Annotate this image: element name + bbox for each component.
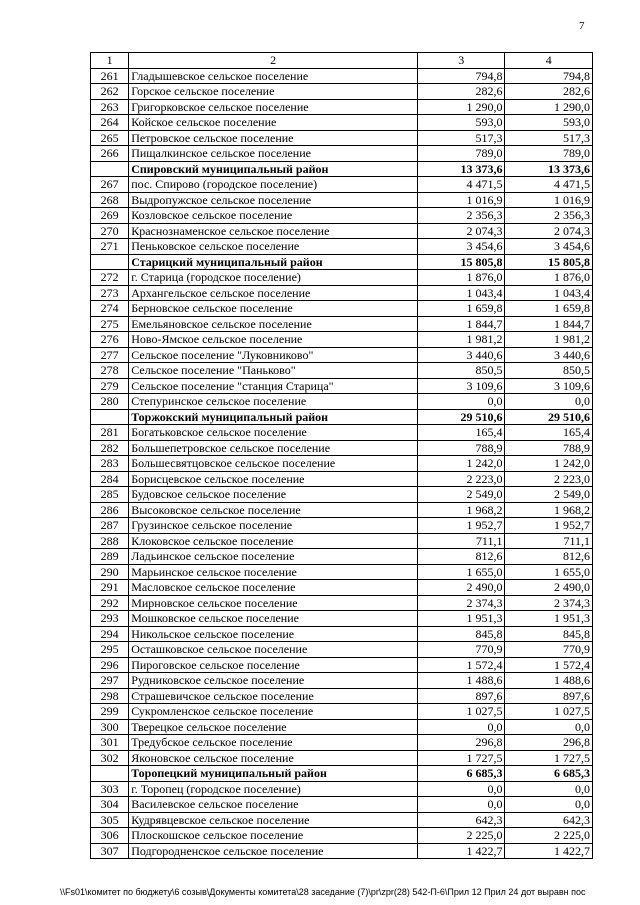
table-row (91, 828, 593, 844)
column-4-value-cell: 0,0 (505, 797, 593, 813)
column-4-value-cell: 296,8 (505, 735, 593, 751)
column-4-value-cell: 1 655,0 (505, 564, 593, 580)
column-4-value-cell: 812,6 (505, 549, 593, 565)
row-number-cell: 290 (91, 564, 129, 580)
column-4-value-cell: 15 805,8 (505, 254, 593, 270)
column-3-value-cell: 794,8 (417, 68, 505, 84)
table-row (91, 208, 593, 224)
settlement-name-cell: Большесвятцовское сельское поселение (129, 456, 418, 472)
settlement-name-cell: Ладьинское сельское поселение (129, 549, 418, 565)
table-row (91, 192, 593, 208)
column-3-value-cell: 0,0 (417, 797, 505, 813)
column-3-value-cell: 812,6 (417, 549, 505, 565)
column-4-value-cell: 1 951,3 (505, 611, 593, 627)
settlement-name-cell: Койское сельское поселение (129, 115, 418, 131)
settlement-name-cell: Выдропужское сельское поселение (129, 192, 418, 208)
settlement-name-cell: Будовское сельское поселение (129, 487, 418, 503)
row-number-cell: 306 (91, 828, 129, 844)
column-3-value-cell: 0,0 (417, 719, 505, 735)
table-row (91, 518, 593, 534)
table-row (91, 642, 593, 658)
column-3-value-cell: 1 655,0 (417, 564, 505, 580)
district-row (91, 409, 593, 425)
column-3-value-cell: 2 225,0 (417, 828, 505, 844)
row-number-cell: 292 (91, 595, 129, 611)
column-4-value-cell: 1 027,5 (505, 704, 593, 720)
row-number-cell: 274 (91, 301, 129, 317)
column-3-value-cell: 1 952,7 (417, 518, 505, 534)
column-3-value-cell: 593,0 (417, 115, 505, 131)
settlement-name-cell: Тредубское сельское поселение (129, 735, 418, 751)
column-4-value-cell: 1 422,7 (505, 843, 593, 859)
table-row (91, 704, 593, 720)
column-3-value-cell: 2 374,3 (417, 595, 505, 611)
settlement-name-cell: пос. Спирово (городское поселение) (129, 177, 418, 193)
column-3-value-cell: 788,9 (417, 440, 505, 456)
column-4-value-cell: 1 952,7 (505, 518, 593, 534)
budget-table (90, 52, 593, 859)
settlement-name-cell: Пироговское сельское поселение (129, 657, 418, 673)
row-number-cell: 300 (91, 719, 129, 735)
table-row (91, 797, 593, 813)
column-4-value-cell: 845,8 (505, 626, 593, 642)
row-number-cell: 293 (91, 611, 129, 627)
column-4-value-cell: 789,0 (505, 146, 593, 162)
column-4-value-cell: 711,1 (505, 533, 593, 549)
row-number-cell: 294 (91, 626, 129, 642)
table-row (91, 719, 593, 735)
column-4-value-cell: 2 374,3 (505, 595, 593, 611)
table-row (91, 580, 593, 596)
table-row (91, 471, 593, 487)
column-4-value-cell: 1 043,4 (505, 285, 593, 301)
column-3-value-cell: 1 659,8 (417, 301, 505, 317)
row-number-cell: 278 (91, 363, 129, 379)
settlement-name-cell: Подгородненское сельское поселение (129, 843, 418, 859)
settlement-name-cell: Борисцевское сельское поселение (129, 471, 418, 487)
column-4-value-cell: 1 488,6 (505, 673, 593, 689)
table-row (91, 425, 593, 441)
settlement-name-cell: Берновское сельское поселение (129, 301, 418, 317)
column-4-value-cell: 6 685,3 (505, 766, 593, 782)
settlement-name-cell: Тверецкое сельское поселение (129, 719, 418, 735)
settlement-name-cell: Сельское поселение "станция Старица" (129, 378, 418, 394)
row-number-cell (91, 409, 129, 425)
settlement-name-cell: Пеньковское сельское поселение (129, 239, 418, 255)
settlement-name-cell: Богатьковское сельское поселение (129, 425, 418, 441)
row-number-cell: 301 (91, 735, 129, 751)
settlement-name-cell: Сукромленское сельское поселение (129, 704, 418, 720)
settlement-name-cell: Высоковское сельское поселение (129, 502, 418, 518)
column-3-value-cell: 1 242,0 (417, 456, 505, 472)
table-row (91, 68, 593, 84)
settlement-name-cell: Мошковское сельское поселение (129, 611, 418, 627)
settlement-name-cell: Яконовское сельское поселение (129, 750, 418, 766)
column-4-value-cell: 1 968,2 (505, 502, 593, 518)
column-3-value-cell: 850,5 (417, 363, 505, 379)
row-number-cell: 285 (91, 487, 129, 503)
table-row (91, 378, 593, 394)
column-4-value-cell: 1 016,9 (505, 192, 593, 208)
column-4-value-cell: 3 454,6 (505, 239, 593, 255)
row-number-cell: 305 (91, 812, 129, 828)
column-3-value-cell: 789,0 (417, 146, 505, 162)
row-number-cell: 298 (91, 688, 129, 704)
settlement-name-cell: Спировский муниципальный район (129, 161, 418, 177)
column-4-value-cell: 1 242,0 (505, 456, 593, 472)
column-3-value-cell: 711,1 (417, 533, 505, 549)
settlement-name-cell: Петровское сельское поселение (129, 130, 418, 146)
column-3-value-cell: 1 027,5 (417, 704, 505, 720)
settlement-name-cell: Клоковское сельское поселение (129, 533, 418, 549)
settlement-name-cell: Горское сельское поселение (129, 84, 418, 100)
column-4-value-cell: 642,3 (505, 812, 593, 828)
column-3-value-cell: 0,0 (417, 394, 505, 410)
column-3-value-cell: 1 876,0 (417, 270, 505, 286)
table-row (91, 626, 593, 642)
row-number-cell: 297 (91, 673, 129, 689)
table-row (91, 394, 593, 410)
settlement-name-cell: Ново-Ямское сельское поселение (129, 332, 418, 348)
table-row (91, 99, 593, 115)
row-number-cell: 282 (91, 440, 129, 456)
table-row (91, 502, 593, 518)
settlement-name-cell: Масловское сельское поселение (129, 580, 418, 596)
table-header-row (91, 53, 593, 69)
table-row (91, 130, 593, 146)
header-cell-1: 1 (91, 53, 129, 69)
settlement-name-cell: Страшевичское сельское поселение (129, 688, 418, 704)
column-3-value-cell: 1 951,3 (417, 611, 505, 627)
row-number-cell: 279 (91, 378, 129, 394)
table-row (91, 688, 593, 704)
table-row (91, 533, 593, 549)
column-4-value-cell: 770,9 (505, 642, 593, 658)
row-number-cell: 307 (91, 843, 129, 859)
table-row (91, 285, 593, 301)
settlement-name-cell: Мирновское сельское поселение (129, 595, 418, 611)
column-4-value-cell: 1 659,8 (505, 301, 593, 317)
header-cell-2: 2 (129, 53, 418, 69)
row-number-cell: 267 (91, 177, 129, 193)
table-row (91, 657, 593, 673)
table-row (91, 812, 593, 828)
row-number-cell: 269 (91, 208, 129, 224)
column-3-value-cell: 770,9 (417, 642, 505, 658)
row-number-cell: 271 (91, 239, 129, 255)
column-3-value-cell: 296,8 (417, 735, 505, 751)
column-3-value-cell: 1 981,2 (417, 332, 505, 348)
column-3-value-cell: 1 016,9 (417, 192, 505, 208)
column-4-value-cell: 282,6 (505, 84, 593, 100)
row-number-cell: 284 (91, 471, 129, 487)
settlement-name-cell: Краснознаменское сельское поселение (129, 223, 418, 239)
column-4-value-cell: 0,0 (505, 719, 593, 735)
row-number-cell: 304 (91, 797, 129, 813)
column-3-value-cell: 1 290,0 (417, 99, 505, 115)
row-number-cell: 286 (91, 502, 129, 518)
row-number-cell: 264 (91, 115, 129, 131)
row-number-cell: 273 (91, 285, 129, 301)
table-row (91, 487, 593, 503)
column-4-value-cell: 0,0 (505, 394, 593, 410)
column-4-value-cell: 13 373,6 (505, 161, 593, 177)
header-cell-3: 3 (417, 53, 505, 69)
row-number-cell: 265 (91, 130, 129, 146)
column-3-value-cell: 3 109,6 (417, 378, 505, 394)
row-number-cell: 283 (91, 456, 129, 472)
settlement-name-cell: Большепетровское сельское поселение (129, 440, 418, 456)
column-3-value-cell: 282,6 (417, 84, 505, 100)
settlement-name-cell: Степуринское сельское поселение (129, 394, 418, 410)
row-number-cell (91, 766, 129, 782)
row-number-cell: 288 (91, 533, 129, 549)
column-3-value-cell: 4 471,5 (417, 177, 505, 193)
row-number-cell: 287 (91, 518, 129, 534)
settlement-name-cell: Кудрявцевское сельское поселение (129, 812, 418, 828)
column-3-value-cell: 642,3 (417, 812, 505, 828)
column-3-value-cell: 3 440,6 (417, 347, 505, 363)
row-number-cell: 261 (91, 68, 129, 84)
table-row (91, 332, 593, 348)
settlement-name-cell: Василевское сельское поселение (129, 797, 418, 813)
column-4-value-cell: 29 510,6 (505, 409, 593, 425)
column-3-value-cell: 15 805,8 (417, 254, 505, 270)
column-4-value-cell: 2 225,0 (505, 828, 593, 844)
settlement-name-cell: г. Торопец (городское поселение) (129, 781, 418, 797)
settlement-name-cell: Гладышевское сельское поселение (129, 68, 418, 84)
row-number-cell: 299 (91, 704, 129, 720)
row-number-cell: 268 (91, 192, 129, 208)
settlement-name-cell: Никольское сельское поселение (129, 626, 418, 642)
table-row (91, 611, 593, 627)
district-row (91, 161, 593, 177)
settlement-name-cell: Грузинское сельское поселение (129, 518, 418, 534)
column-4-value-cell: 794,8 (505, 68, 593, 84)
settlement-name-cell: Сельское поселение "Паньково" (129, 363, 418, 379)
column-4-value-cell: 3 109,6 (505, 378, 593, 394)
column-4-value-cell: 2 074,3 (505, 223, 593, 239)
row-number-cell: 270 (91, 223, 129, 239)
table-row (91, 363, 593, 379)
table-row (91, 735, 593, 751)
table-row (91, 270, 593, 286)
column-3-value-cell: 6 685,3 (417, 766, 505, 782)
column-3-value-cell: 1 572,4 (417, 657, 505, 673)
table-row (91, 843, 593, 859)
column-4-value-cell: 788,9 (505, 440, 593, 456)
column-3-value-cell: 845,8 (417, 626, 505, 642)
row-number-cell: 295 (91, 642, 129, 658)
column-4-value-cell: 1 876,0 (505, 270, 593, 286)
column-4-value-cell: 517,3 (505, 130, 593, 146)
row-number-cell: 289 (91, 549, 129, 565)
column-3-value-cell: 0,0 (417, 781, 505, 797)
column-3-value-cell: 1 727,5 (417, 750, 505, 766)
settlement-name-cell: Осташковское сельское поселение (129, 642, 418, 658)
table-row (91, 456, 593, 472)
column-4-value-cell: 2 356,3 (505, 208, 593, 224)
column-4-value-cell: 897,6 (505, 688, 593, 704)
column-4-value-cell: 1 290,0 (505, 99, 593, 115)
row-number-cell: 276 (91, 332, 129, 348)
settlement-name-cell: Григорковское сельское поселение (129, 99, 418, 115)
settlement-name-cell: Сельское поселение "Луковниково" (129, 347, 418, 363)
table-row (91, 564, 593, 580)
row-number-cell: 303 (91, 781, 129, 797)
settlement-name-cell: Плоскошское сельское поселение (129, 828, 418, 844)
file-path-footer: \\Fs01\комитет по бюджету\6 созыв\Документы комитета\28 заседание (7)\pr\zpr(28) 542-П-6\Прил 12 Прил 24 дот выравн пос (60, 887, 586, 897)
table-row (91, 595, 593, 611)
column-4-value-cell: 3 440,6 (505, 347, 593, 363)
settlement-name-cell: Торжокский муниципальный район (129, 409, 418, 425)
column-3-value-cell: 1 043,4 (417, 285, 505, 301)
column-3-value-cell: 29 510,6 (417, 409, 505, 425)
table-row (91, 750, 593, 766)
row-number-cell: 291 (91, 580, 129, 596)
row-number-cell: 302 (91, 750, 129, 766)
table-row (91, 549, 593, 565)
row-number-cell: 281 (91, 425, 129, 441)
table-row (91, 115, 593, 131)
column-3-value-cell: 1 488,6 (417, 673, 505, 689)
district-row (91, 766, 593, 782)
column-4-value-cell: 2 223,0 (505, 471, 593, 487)
column-3-value-cell: 13 373,6 (417, 161, 505, 177)
column-3-value-cell: 1 844,7 (417, 316, 505, 332)
column-4-value-cell: 2 490,0 (505, 580, 593, 596)
column-3-value-cell: 517,3 (417, 130, 505, 146)
settlement-name-cell: Козловское сельское поселение (129, 208, 418, 224)
row-number-cell: 266 (91, 146, 129, 162)
table-row (91, 673, 593, 689)
table-row (91, 781, 593, 797)
column-4-value-cell: 165,4 (505, 425, 593, 441)
header-cell-4: 4 (505, 53, 593, 69)
table-row (91, 84, 593, 100)
column-4-value-cell: 850,5 (505, 363, 593, 379)
district-row (91, 254, 593, 270)
table-row (91, 347, 593, 363)
row-number-cell: 275 (91, 316, 129, 332)
settlement-name-cell: Рудниковское сельское поселение (129, 673, 418, 689)
row-number-cell: 280 (91, 394, 129, 410)
column-3-value-cell: 2 549,0 (417, 487, 505, 503)
column-4-value-cell: 4 471,5 (505, 177, 593, 193)
table-row (91, 316, 593, 332)
column-3-value-cell: 165,4 (417, 425, 505, 441)
settlement-name-cell: Старицкий муниципальный район (129, 254, 418, 270)
column-3-value-cell: 2 223,0 (417, 471, 505, 487)
table-row (91, 301, 593, 317)
page-number: 7 (579, 20, 585, 32)
settlement-name-cell: Марьинское сельское поселение (129, 564, 418, 580)
table-row (91, 223, 593, 239)
column-4-value-cell: 0,0 (505, 781, 593, 797)
table-row (91, 146, 593, 162)
settlement-name-cell: Пищалкинское сельское поселение (129, 146, 418, 162)
table-row (91, 239, 593, 255)
row-number-cell: 272 (91, 270, 129, 286)
row-number-cell: 262 (91, 84, 129, 100)
column-4-value-cell: 1 727,5 (505, 750, 593, 766)
row-number-cell: 263 (91, 99, 129, 115)
column-3-value-cell: 1 422,7 (417, 843, 505, 859)
column-4-value-cell: 1 572,4 (505, 657, 593, 673)
column-4-value-cell: 2 549,0 (505, 487, 593, 503)
table-row (91, 440, 593, 456)
row-number-cell: 296 (91, 657, 129, 673)
column-4-value-cell: 1 981,2 (505, 332, 593, 348)
row-number-cell: 277 (91, 347, 129, 363)
column-3-value-cell: 897,6 (417, 688, 505, 704)
row-number-cell (91, 254, 129, 270)
column-3-value-cell: 2 074,3 (417, 223, 505, 239)
column-4-value-cell: 593,0 (505, 115, 593, 131)
column-4-value-cell: 1 844,7 (505, 316, 593, 332)
column-3-value-cell: 3 454,6 (417, 239, 505, 255)
settlement-name-cell: Архангельское сельское поселение (129, 285, 418, 301)
column-3-value-cell: 2 490,0 (417, 580, 505, 596)
settlement-name-cell: г. Старица (городское поселение) (129, 270, 418, 286)
settlement-name-cell: Торопецкий муниципальный район (129, 766, 418, 782)
settlement-name-cell: Емельяновское сельское поселение (129, 316, 418, 332)
column-3-value-cell: 1 968,2 (417, 502, 505, 518)
table-row (91, 177, 593, 193)
column-3-value-cell: 2 356,3 (417, 208, 505, 224)
row-number-cell (91, 161, 129, 177)
